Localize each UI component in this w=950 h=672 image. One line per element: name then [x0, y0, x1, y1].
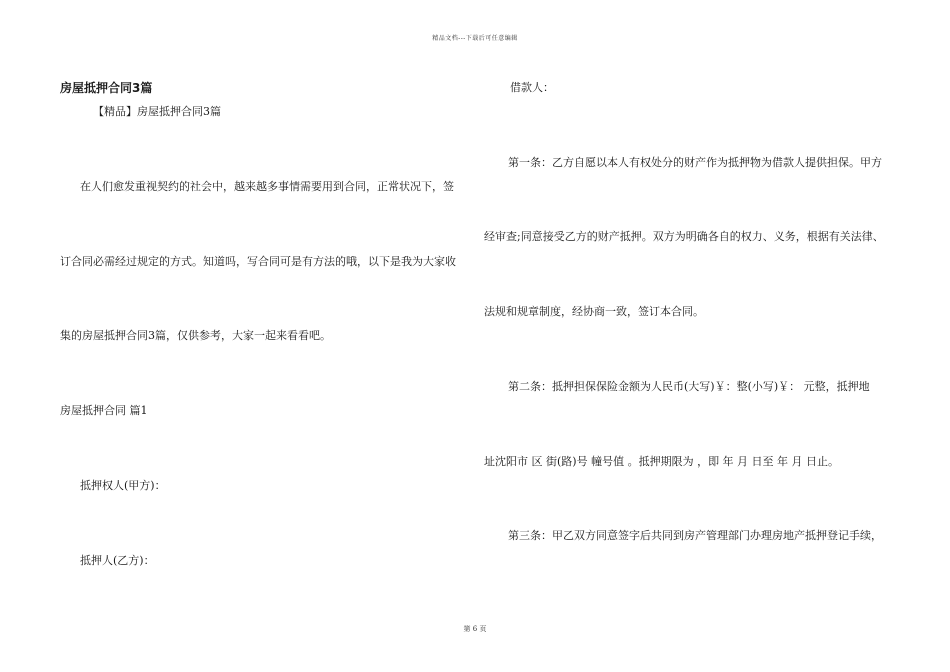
- page-number: 第 6 页: [463, 625, 487, 633]
- article-1-line-2: 经审查;同意接受乙方的财产抵押。双方为明确各自的权力、义务，根据有关法律、: [484, 230, 884, 243]
- article-1-line-1: 第一条：乙方自愿以本人有权处分的财产作为抵押物为借款人提供担保。甲方: [508, 156, 882, 169]
- article-2-line-1: 第二条：抵押担保保险金额为人民币(大写)￥：整(小写)￥： 元整，抵押地: [508, 380, 870, 393]
- intro-line-1: 在人们愈发重视契约的社会中，越来越多事情需要用到合同，正常状况下，签: [80, 180, 454, 193]
- section-heading: 房屋抵押合同 篇1: [60, 404, 148, 417]
- article-1-line-3: 法规和规章制度，经协商一致，签订本合同。: [484, 305, 704, 318]
- article-2-line-2: 址沈阳市 区 街(路)号 幢号值 。抵押期限为 ，即 年 月 日至 年 月 日止。: [484, 455, 840, 468]
- borrower-label: 借款人：: [510, 81, 554, 94]
- header-note: 精品文档---下载后可任意编辑: [432, 35, 518, 42]
- party-a-label: 抵押权人(甲方)：: [80, 479, 166, 492]
- party-b-label: 抵押人(乙方)：: [80, 554, 155, 567]
- intro-line-3: 集的房屋抵押合同3篇，仅供参考，大家一起来看看吧。: [60, 329, 331, 342]
- intro-line-2: 订合同必需经过规定的方式。知道吗，写合同可是有方法的哦，以下是我为大家收: [60, 255, 456, 268]
- article-3-line-1: 第三条：甲乙双方同意签字后共同到房产管理部门办理房地产抵押登记手续，: [508, 529, 882, 542]
- document-subtitle: 【精品】房屋抵押合同3篇: [93, 105, 221, 118]
- document-title: 房屋抵押合同3篇: [60, 81, 153, 95]
